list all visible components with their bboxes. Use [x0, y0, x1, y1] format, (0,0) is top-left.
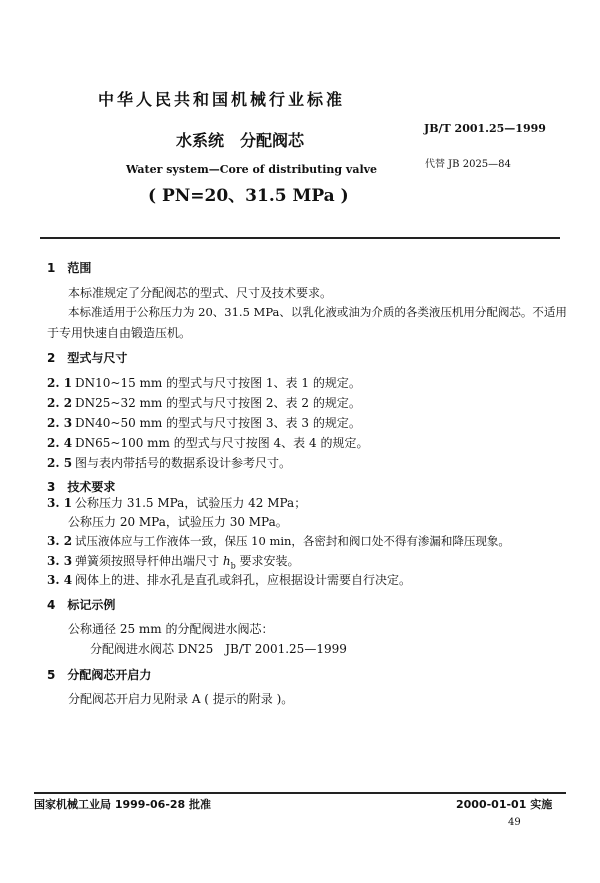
- item-number: 2. 5: [47, 456, 73, 470]
- approval-note: 国家机械工业局 1999-06-28 批准: [34, 798, 212, 811]
- org-title: 中华人民共和国机械行业标准: [98, 90, 346, 109]
- item-text: 图与表内带括号的数据系设计参考尺寸。: [75, 456, 292, 470]
- section-2-item-1: [47, 377, 361, 389]
- section-3-4: [47, 574, 411, 586]
- section-1-para-2a: 本标准适用于公称压力为 20、31.5 MPa、以乳化液或油为介质的各类液压机用分配阀芯。不适用: [68, 305, 567, 319]
- header-rule: [40, 237, 560, 239]
- item-number: 3. 3: [47, 554, 73, 568]
- section-2-item-2: [47, 397, 361, 409]
- section-2-item-3: [47, 417, 361, 429]
- section-3-1: [47, 497, 306, 509]
- variable-subscript: b: [230, 561, 236, 571]
- item-number: 2. 1: [47, 376, 73, 390]
- section-3-1-b: 公称压力 20 MPa，试验压力 30 MPa。: [68, 515, 288, 529]
- section-3-2: [47, 535, 510, 548]
- item-text: 公称压力 31.5 MPa，试验压力 42 MPa；: [75, 496, 307, 510]
- section-5-title: 5 分配阀芯开启力: [47, 668, 152, 682]
- section-2-item-4: [47, 437, 368, 449]
- item-number: 2. 3: [47, 416, 73, 430]
- item-number: 3. 1: [47, 496, 73, 510]
- section-4-para-1: 公称通径 25 mm 的分配阀进水阀芯：: [68, 622, 274, 636]
- section-3-title: 3 技术要求: [47, 480, 116, 494]
- section-3-3: [47, 555, 300, 570]
- title-cn: 水系统 分配阀芯: [176, 131, 305, 150]
- item-number: 2. 4: [47, 436, 73, 450]
- pressure-subtitle: ( PN=20、31.5 MPa ): [148, 186, 349, 206]
- item-text: DN10~15 mm 的型式与尺寸按图 1、表 1 的规定。: [75, 376, 361, 390]
- standard-number: JB/T 2001.25—1999: [424, 122, 546, 135]
- section-2-item-5: [47, 457, 291, 469]
- item-text: 试压液体应与工作液体一致，保压 10 min，各密封和阀口处不得有渗漏和降压现象。: [75, 534, 510, 548]
- title-en: Water system—Core of distributing valve: [126, 163, 378, 176]
- section-1-para-1: 本标准规定了分配阀芯的型式、尺寸及技术要求。: [68, 286, 333, 300]
- section-5-para-1: 分配阀芯开启力见附录 A ( 提示的附录 )。: [68, 692, 294, 706]
- item-text: 弹簧须按照导杆伸出端尺寸: [75, 554, 223, 568]
- section-4-para-2: 分配阀进水阀芯 DN25 JB/T 2001.25—1999: [90, 642, 347, 656]
- replaces-note: 代替 JB 2025—84: [425, 159, 511, 170]
- item-text: DN40~50 mm 的型式与尺寸按图 3、表 3 的规定。: [75, 416, 361, 430]
- variable-h: h: [222, 554, 231, 568]
- effective-note: 2000-01-01 实施: [456, 798, 553, 811]
- section-2-title: 2 型式与尺寸: [47, 351, 128, 365]
- section-4-title: 4 标记示例: [47, 598, 116, 612]
- item-number: 3. 4: [47, 573, 73, 587]
- section-1-title: 1 范围: [47, 261, 92, 275]
- item-number: 3. 2: [47, 534, 73, 548]
- item-text-end: 要求安装。: [235, 554, 300, 568]
- item-number: 2. 2: [47, 396, 73, 410]
- page-number: 49: [508, 817, 521, 828]
- item-text: DN25~32 mm 的型式与尺寸按图 2、表 2 的规定。: [75, 396, 361, 410]
- item-text: DN65~100 mm 的型式与尺寸按图 4、表 4 的规定。: [75, 436, 369, 450]
- item-text: 阀体上的进、排水孔是直孔或斜孔，应根据设计需要自行决定。: [75, 573, 412, 587]
- footer-rule: [34, 792, 566, 794]
- section-1-para-2b: 于专用快速自由锻造压机。: [47, 326, 192, 340]
